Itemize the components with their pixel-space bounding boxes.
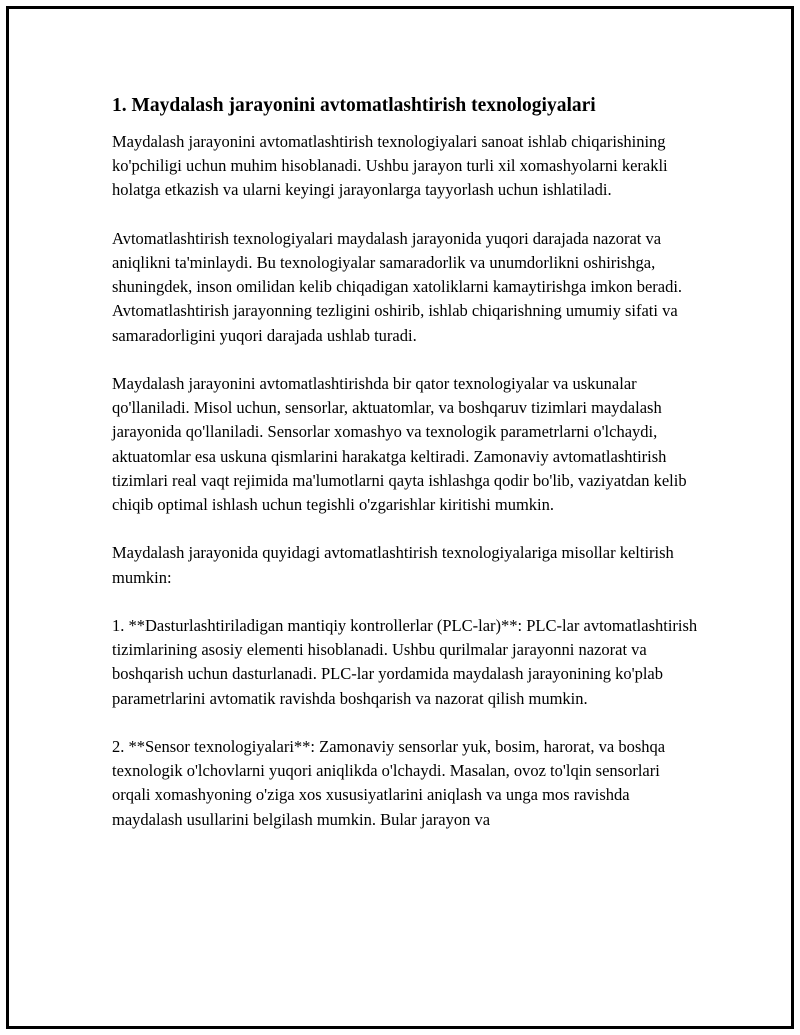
document-body [112, 94, 702, 856]
paragraph-equipment: Maydalash jarayonini avtomatlashtirishda bir qator texnologiyalar va uskunalar qo'llaniladi. Misol uchun, sensorlar, aktuatomlar, va boshqaruv tizimlari maydalash jarayonida qo'llaniladi. Sensorlar xomashyo va texnologik parametrlarni o'lchaydi, aktuatomlar esa uskuna qismlarini harakatga keltiradi. Zamonaviy avtomatlashtirish tizimlari real vaqt rejimida ma'lumotlarni qayta ishlashga qodir bo'lib, vaziyatdan kelib chiqib optimal ishlash uchun tegishli o'zgarishlar kiritishi mumkin. [112, 374, 687, 515]
list-item-plc: 1. **Dasturlashtiriladigan mantiqiy kontrollerlar (PLC-lar)**: PLC-lar avtomatlashtirish tizimlarining asosiy elementi hisoblanadi. Ushbu qurilmalar jarayonni nazorat va boshqarish uchun dasturlanadi. PLC-lar yordamida maydalash jarayonining ko'plab parametrlarini avtomatik ravishda boshqarish va nazorat qilish mumkin. [112, 616, 698, 708]
paragraph-intro: Maydalash jarayonini avtomatlashtirish texnologiyalari sanoat ishlab chiqarishining ko'pchiligi uchun muhim hisoblanadi. Ushbu jarayon turli xil xomashyolarni kerakli holatga etkazish va ularni keyingi jarayonlarga tayyorlash uchun ishlatiladi. [112, 132, 668, 200]
paragraph-benefits: Avtomatlashtirish texnologiyalari maydalash jarayonida yuqori darajada nazorat va aniqlikni ta'minlaydi. Bu texnologiyalar samaradorlik va unumdorlikni oshirishga, shuningdek, inson omilidan kelib chiqadigan xatoliklarni kamaytirishga imkon beradi. Avtomatlashtirish jarayonning tezligini oshirib, ishlab chiqarishning umumiy sifati va samaradorligini yuqori darajada ushlab turadi. [112, 228, 683, 345]
paragraph-examples-intro: Maydalash jarayonida quyidagi avtomatlashtirish texnologiyalariga misollar keltirish mumkin: [112, 543, 674, 587]
document-title: 1. Maydalash jarayonini avtomatlashtirish texnologiyalari [112, 95, 596, 116]
list-item-sensors: 2. **Sensor texnologiyalari**: Zamonaviy sensorlar yuk, bosim, harorat, va boshqa texnologik o'lchovlarni yuqori aniqlikda o'lchaydi. Masalan, ovoz to'lqin sensorlari orqali xomashyoning o'ziga xos xususiyatlarini aniqlash va unga mos ravishda maydalash usullarini belgilash mumkin. Bular jarayon va [112, 737, 666, 829]
